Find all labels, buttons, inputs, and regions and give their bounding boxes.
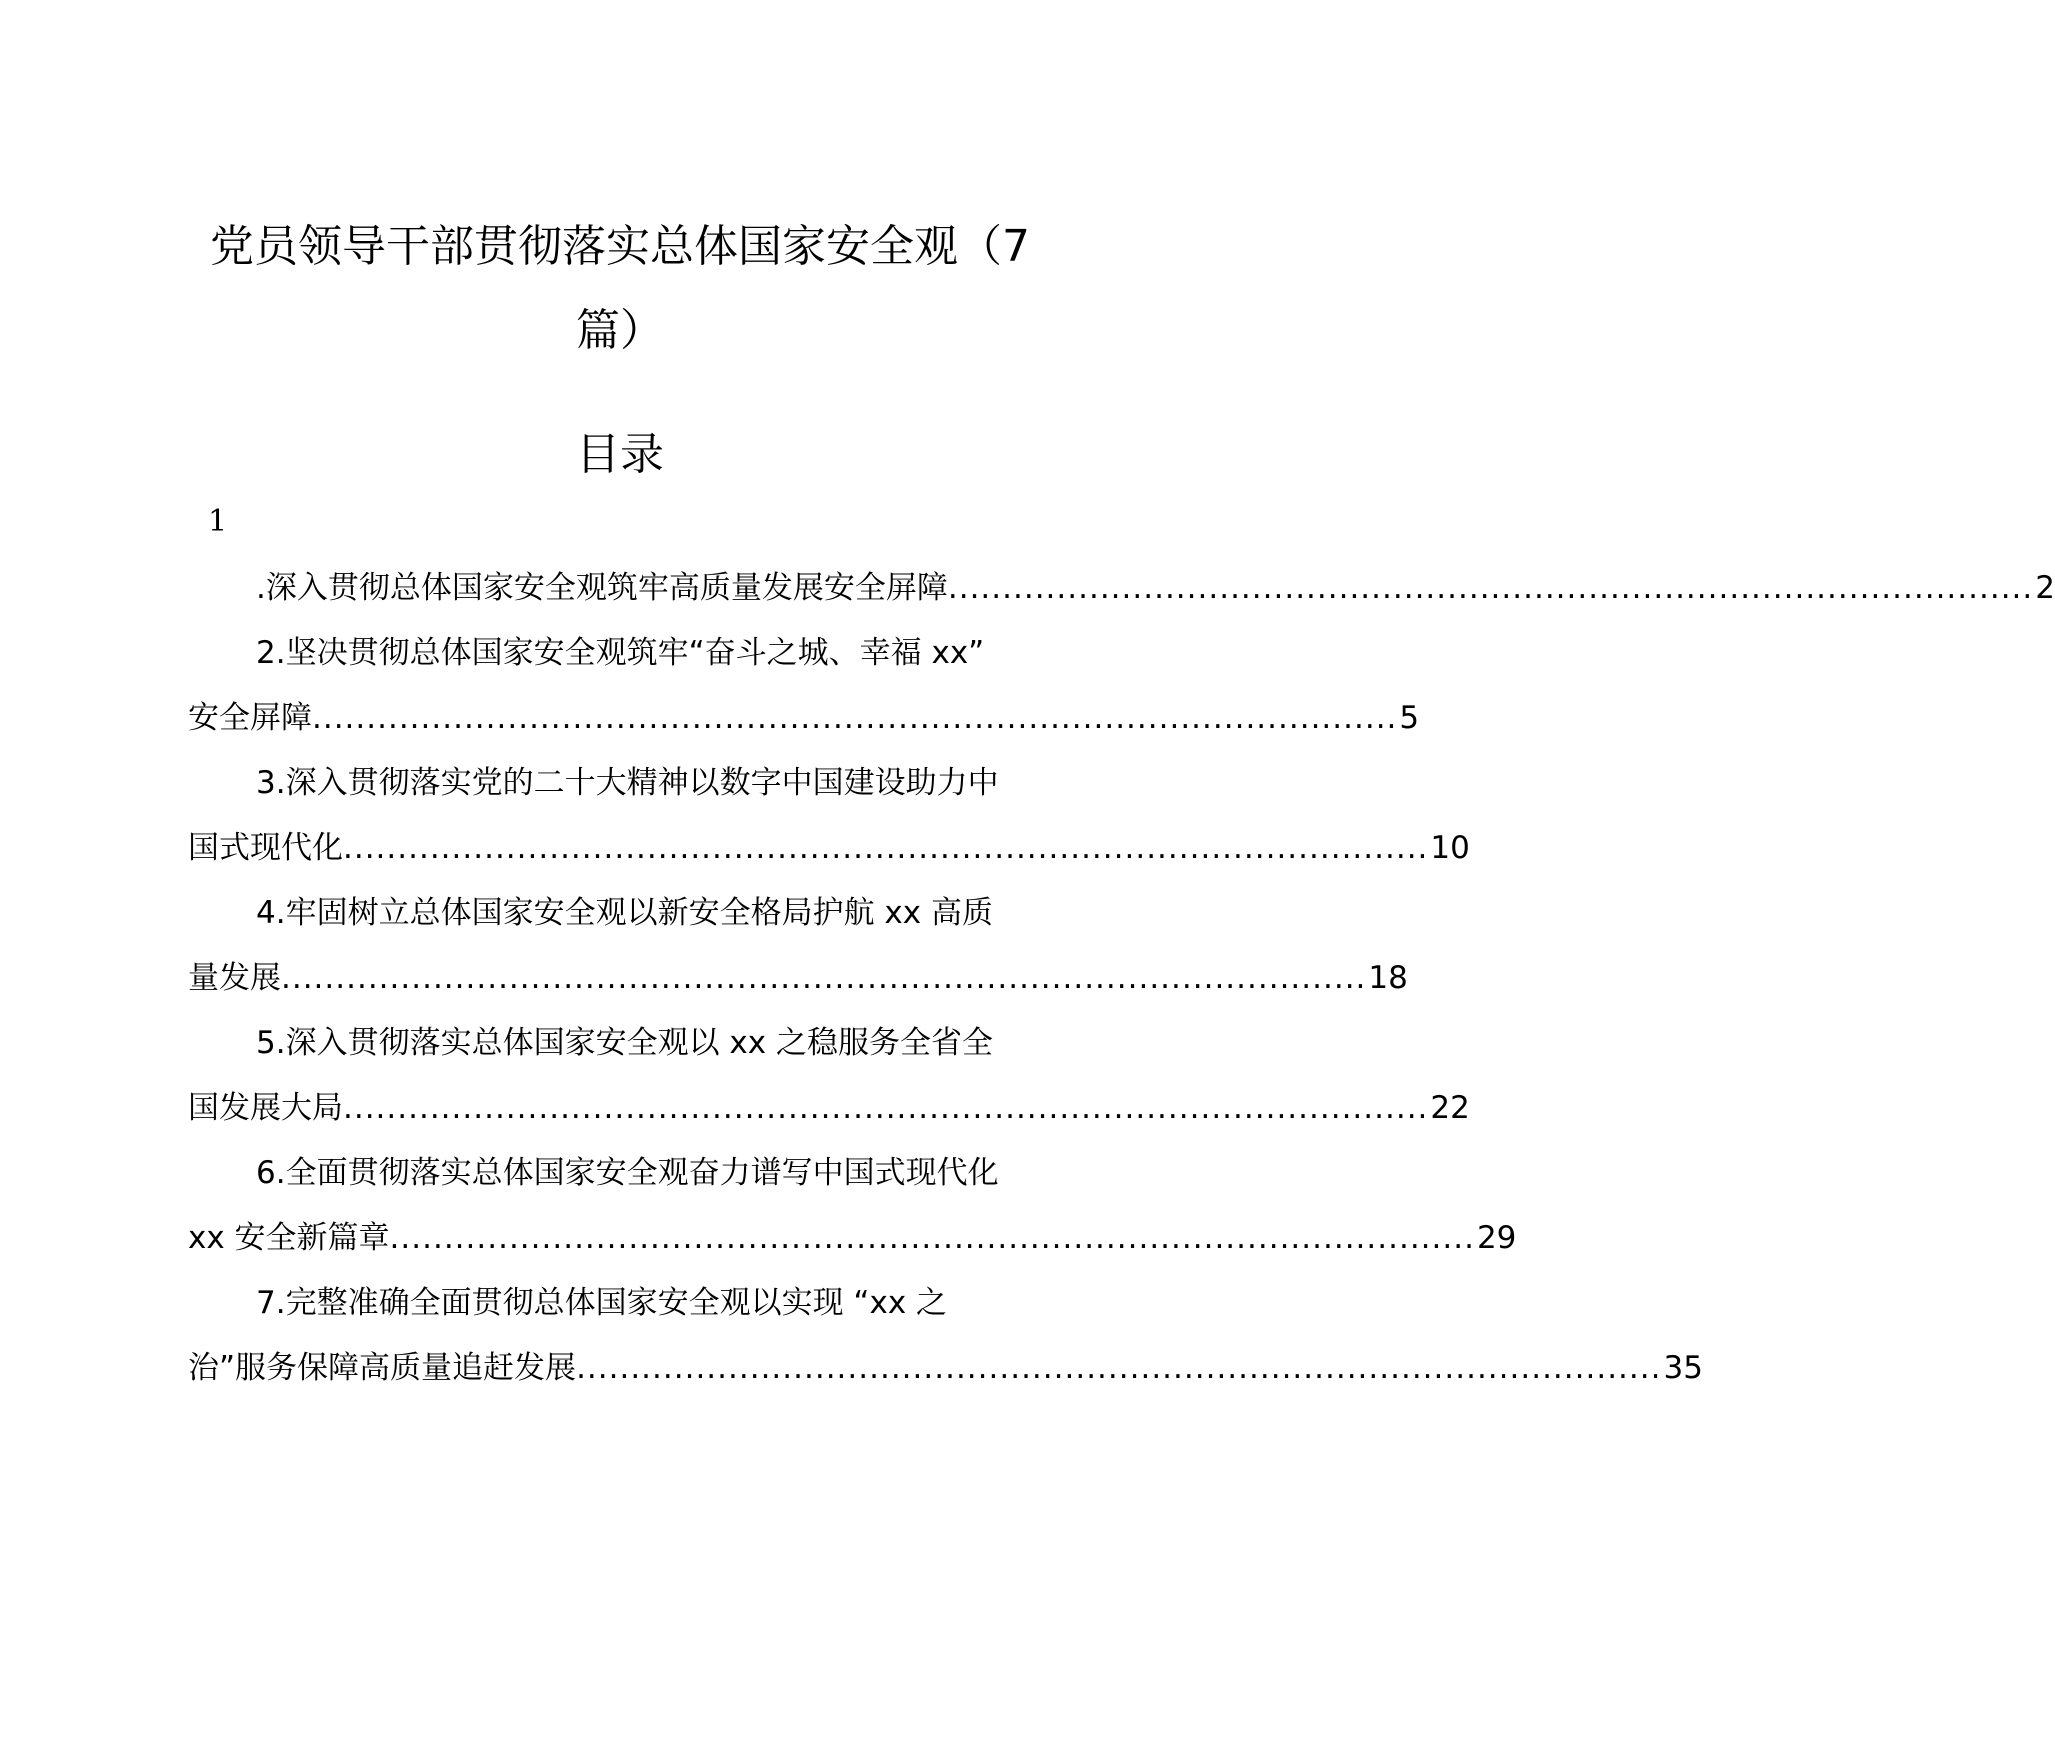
toc-entry-title-line-2: 量发展 xyxy=(188,960,281,996)
toc-entry-title-line-1: 2.坚决贯彻总体国家安全观筑牢“奋斗之城、幸福 xx” xyxy=(256,635,985,671)
toc-entry-title-line-2: 治”服务保障高质量追赶发展 xyxy=(188,1350,577,1386)
toc-entry-line xyxy=(188,946,1408,1011)
toc-entry[interactable] xyxy=(188,1271,1703,1401)
toc-entry-line xyxy=(188,556,2055,621)
toc-entry-line xyxy=(188,686,1420,751)
toc-number-fragment: 1 xyxy=(208,504,228,539)
toc-entry-title-line-1: 5.深入贯彻落实总体国家安全观以 xx 之稳服务全省全 xyxy=(256,1025,993,1061)
toc-page-number: 18 xyxy=(1368,960,1408,996)
toc-entry[interactable] xyxy=(188,621,1420,751)
toc-entry-title: .深入贯彻总体国家安全观筑牢高质量发展安全屏障 xyxy=(256,570,948,606)
toc-entry-title-line-2: 国式现代化 xyxy=(188,830,343,866)
toc-entry-title-line-2: 安全屏障 xyxy=(188,700,312,736)
toc-entry-title-line-2: 国发展大局 xyxy=(188,1090,343,1126)
toc-entry-line xyxy=(188,816,1470,881)
toc-page-number: 10 xyxy=(1430,830,1470,866)
toc-page-number: 5 xyxy=(1399,700,1420,736)
toc-entry[interactable] xyxy=(188,751,1470,881)
toc-leader-dots: .................................................................................................... xyxy=(389,1220,1475,1256)
toc-leader-dots: .................................................................................................... xyxy=(312,700,1398,736)
toc-leader-dots: .................................................................................................... xyxy=(343,830,1429,866)
toc-leader-dots: .................................................................................................... xyxy=(343,1090,1429,1126)
toc-leader-dots: .................................................................................................... xyxy=(947,570,2034,606)
toc-entry-line xyxy=(188,1076,1470,1141)
toc-entry[interactable] xyxy=(188,881,1408,1011)
toc-heading: 目录 xyxy=(576,429,664,480)
toc-page-number: 22 xyxy=(1430,1090,1470,1126)
document-title xyxy=(0,205,1240,373)
toc-page-number: 35 xyxy=(1663,1350,1703,1386)
toc-entry-line xyxy=(188,1336,1703,1401)
toc-entry-title-line-1: 6.全面贯彻落实总体国家安全观奋力谱写中国式现代化 xyxy=(256,1155,999,1191)
toc-entry-title-line-1: 3.深入贯彻落实党的二十大精神以数字中国建设助力中 xyxy=(256,765,999,801)
toc-leader-dots: .................................................................................................... xyxy=(576,1350,1662,1386)
toc-leader-dots: .................................................................................................... xyxy=(281,960,1367,996)
toc-entry-line xyxy=(188,1206,1517,1271)
toc-page-number: 29 xyxy=(1476,1220,1517,1256)
toc-entry[interactable] xyxy=(188,556,2055,621)
toc-entry-title-line-2: xx 安全新篇章 xyxy=(188,1220,390,1256)
toc-page-number: 2 xyxy=(2035,570,2055,606)
toc-entry-title-line-1: 4.牢固树立总体国家安全观以新安全格局护航 xx 高质 xyxy=(256,895,993,931)
toc-entry[interactable] xyxy=(188,1141,1517,1271)
title-line-2: 篇） xyxy=(576,305,664,356)
toc-entry-title-line-1: 7.完整准确全面贯彻总体国家安全观以实现 “xx 之 xyxy=(256,1285,948,1321)
toc-entry[interactable] xyxy=(188,1011,1470,1141)
table-of-contents xyxy=(188,556,2055,1401)
title-line-1: 党员领导干部贯彻落实总体国家安全观（7 xyxy=(210,221,1030,272)
